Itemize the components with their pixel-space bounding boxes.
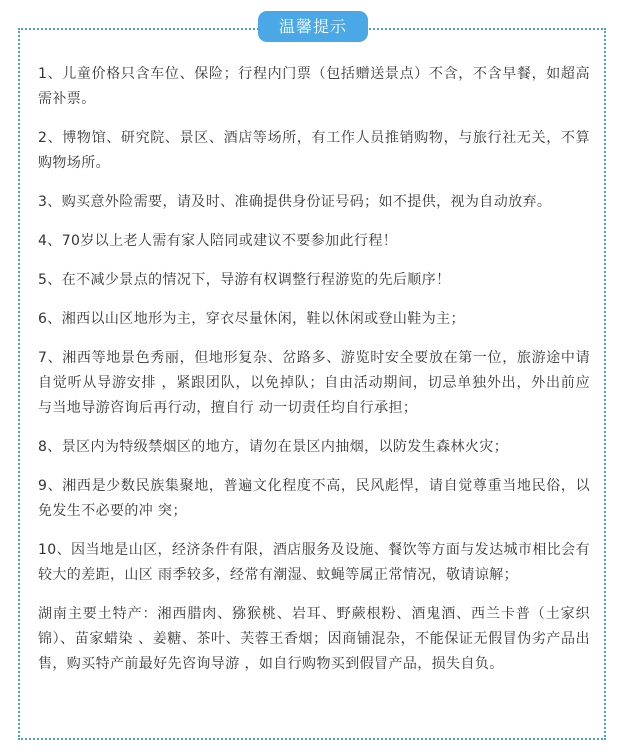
notice-specialties: 湖南主要土特产：湘西腊肉、猕猴桃、岩耳、野蕨根粉、酒鬼酒、西兰卡普（土家织锦）、苗家蜡染 、姜糖、茶叶、芙蓉王香烟；因商铺混杂，不能保证无假冒伪劣产品出售，购买特产前最好先咨询导游 ，如自行购物买到假冒产品，损失自负。 xyxy=(38,606,590,672)
notice-item-2: 2、博物馆、研究院、景区、酒店等场所，有工作人员推销购物，与旅行社无关，不算购物场所。 xyxy=(38,130,590,171)
notice-item-3: 3、购买意外险需要，请及时、准确提供身份证号码；如不提供，视为自动放弃。 xyxy=(38,194,552,210)
notice-item-5: 5、在不减少景点的情况下，导游有权调整行程游览的先后顺序！ xyxy=(38,272,451,288)
notice-item-9: 9、湘西是少数民族集聚地，普遍文化程度不高，民风彪悍，请自觉尊重当地民俗，以免发生不必要的冲 突； xyxy=(38,478,590,519)
notice-item-4: 4、70岁以上老人需有家人陪同或建议不要参加此行程！ xyxy=(38,233,398,249)
notice-content xyxy=(38,62,590,677)
notice-item-10: 10、因当地是山区，经济条件有限，酒店服务及设施、餐饮等方面与发达城市相比会有较大的差距，山区 雨季较多，经常有潮湿、蚊蝇等属正常情况，敬请谅解； xyxy=(38,542,590,583)
notice-title: 温馨提示 xyxy=(258,11,368,42)
notice-item-8: 8、景区内为特级禁烟区的地方，请勿在景区内抽烟，以防发生森林火灾； xyxy=(38,439,509,455)
notice-item-1: 1、儿童价格只含车位、保险；行程内门票（包括赠送景点）不含，不含早餐，如超高需补票。 xyxy=(38,66,590,107)
notice-item-6: 6、湘西以山区地形为主，穿衣尽量休闲，鞋以休闲或登山鞋为主； xyxy=(38,311,465,327)
notice-item-7: 7、湘西等地景色秀丽，但地形复杂、岔路多、游览时安全要放在第一位，旅游途中请自觉听从导游安排 ，紧跟团队，以免掉队；自由活动期间，切忌单独外出，外出前应与当地导游咨询后再行动，擅自行 动一切责任均自行承担； xyxy=(38,350,590,416)
